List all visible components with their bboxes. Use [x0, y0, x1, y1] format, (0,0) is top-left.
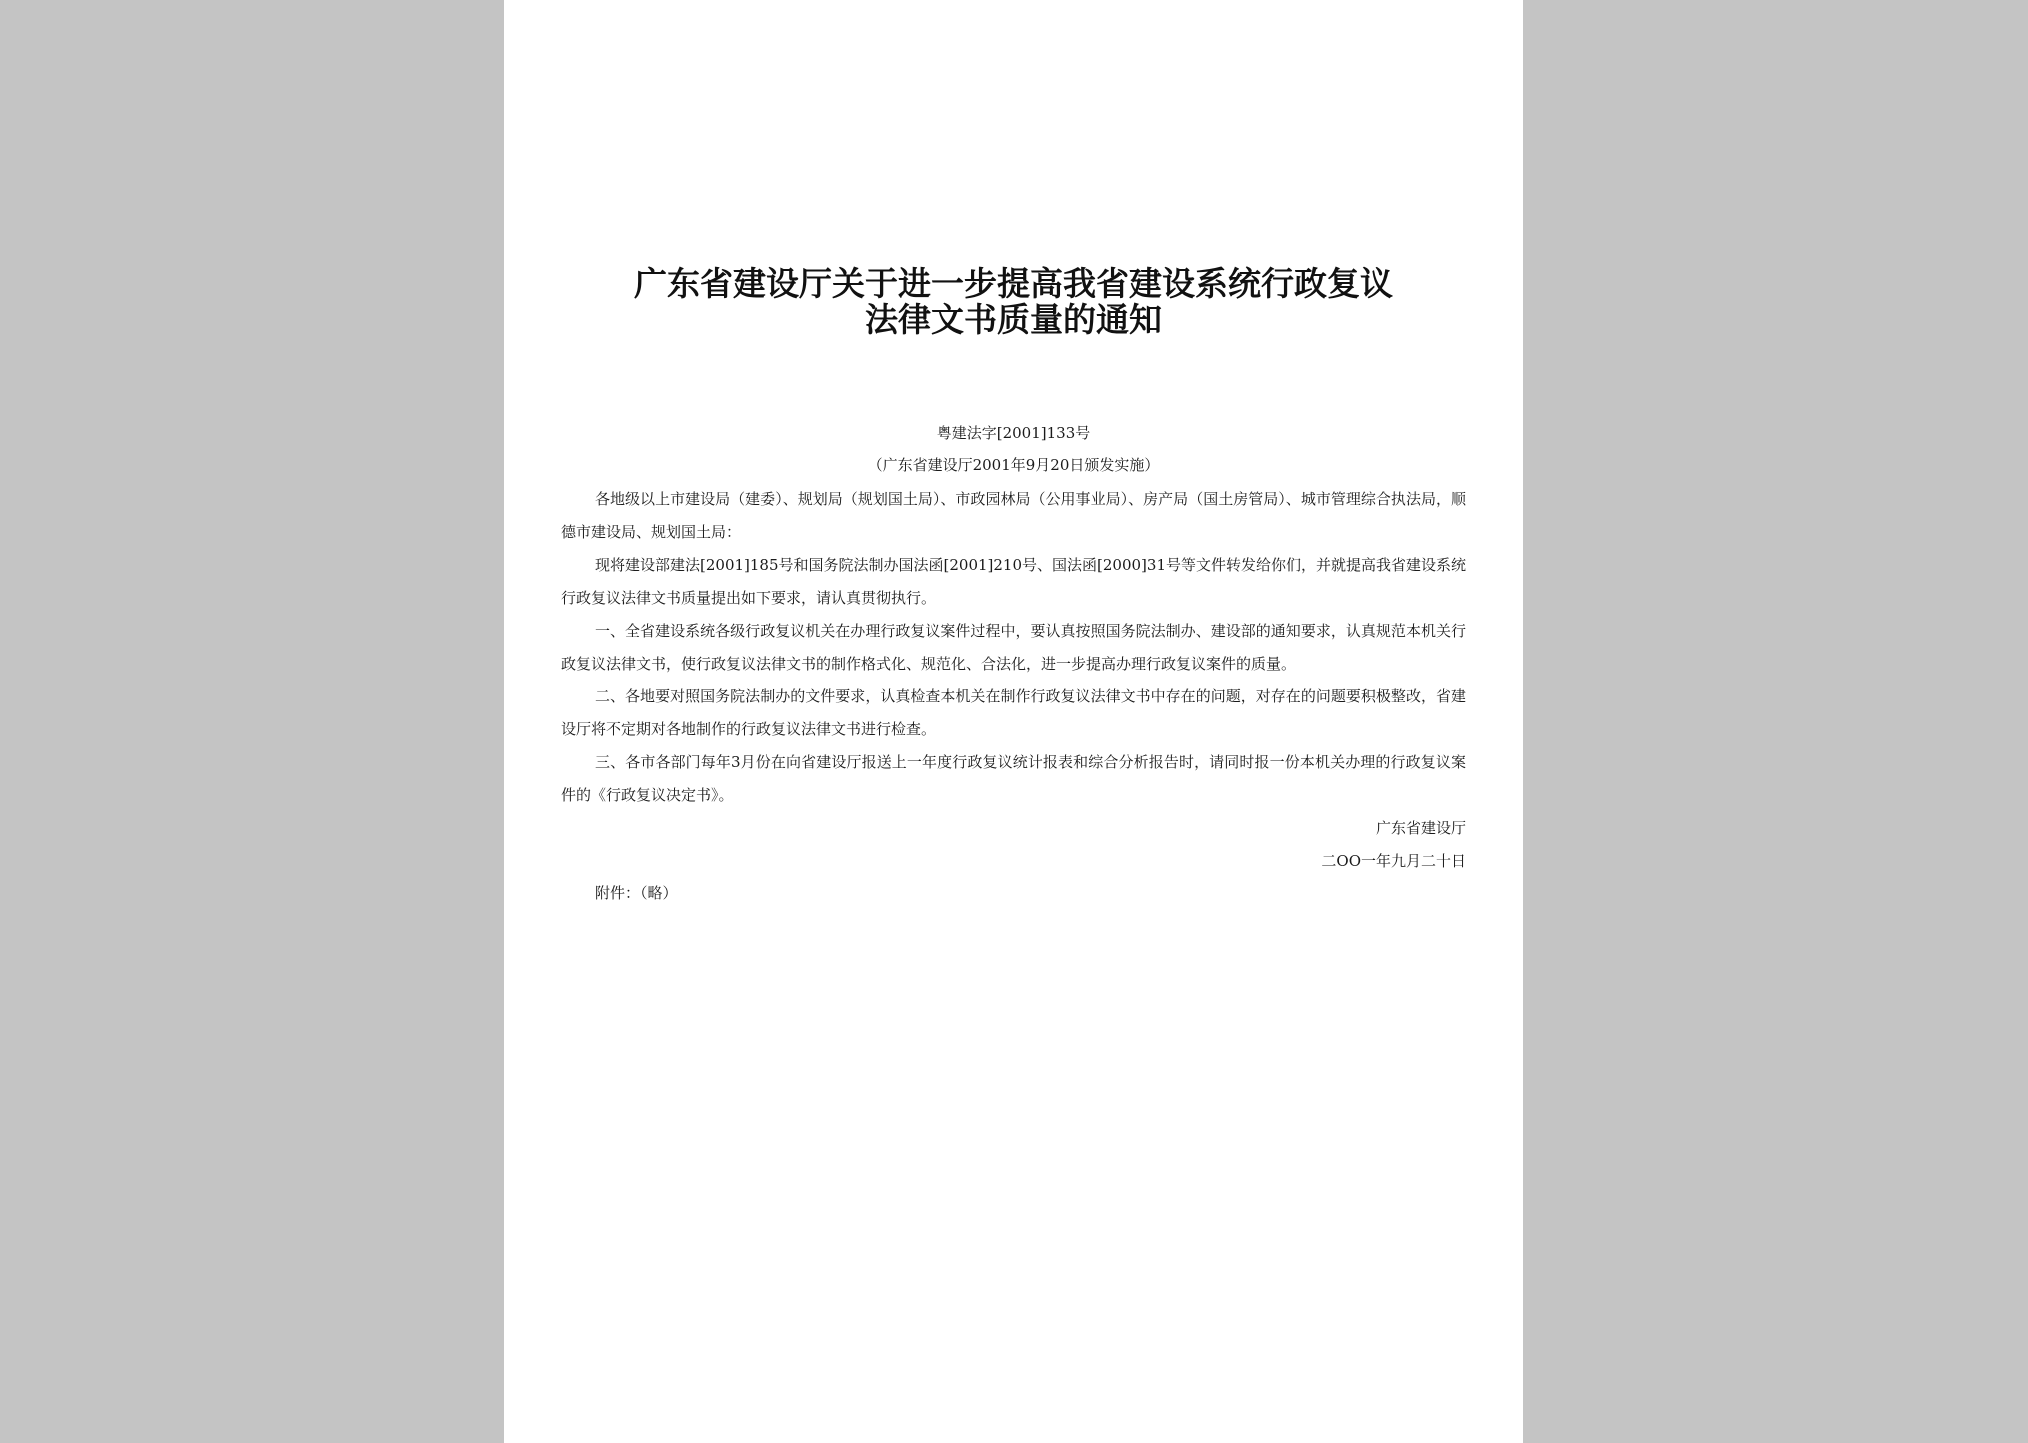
issued-note: （广东省建设厅2001年9月20日颁发实施）: [867, 456, 1160, 474]
signature-organization: 广东省建设厅: [1375, 819, 1466, 837]
intro-paragraph: 现将建设部建法[2001]185号和国务院法制办国法函[2001]210号、国法函[2000]31号等文件转发给你们，并就提高我省建设系统行政复议法律文书质量提出如下要求，请认真贯彻执行。: [561, 556, 1466, 607]
signature-date: 二OO一年九月二十日: [1321, 852, 1466, 870]
item-1-paragraph: 一、全省建设系统各级行政复议机关在办理行政复议案件过程中，要认真按照国务院法制办、建设部的通知要求，认真规范本机关行政复议法律文书，使行政复议法律文书的制作格式化、规范化、合法化，进一步提高办理行政复议案件的质量。: [561, 622, 1466, 673]
item-3-paragraph: 三、各市各部门每年3月份在向省建设厅报送上一年度行政复议统计报表和综合分析报告时，请同时报一份本机关办理的行政复议案件的《行政复议决定书》。: [561, 753, 1466, 804]
document-number: 粤建法字[2001]133号: [936, 424, 1091, 442]
document-title-line-1: 广东省建设厅关于进一步提高我省建设系统行政复议: [634, 264, 1393, 303]
attachment-note: 附件：（略）: [595, 884, 678, 902]
document-page: [504, 0, 1523, 1443]
recipients-paragraph: 各地级以上市建设局（建委）、规划局（规划国土局）、市政园林局（公用事业局）、房产局（国土房管局）、城市管理综合执法局，顺德市建设局、规划国土局：: [561, 490, 1466, 541]
document-title-line-2: 法律文书质量的通知: [865, 300, 1162, 339]
item-2-paragraph: 二、各地要对照国务院法制办的文件要求，认真检查本机关在制作行政复议法律文书中存在的问题，对存在的问题要积极整改，省建设厅将不定期对各地制作的行政复议法律文书进行检查。: [561, 687, 1466, 738]
